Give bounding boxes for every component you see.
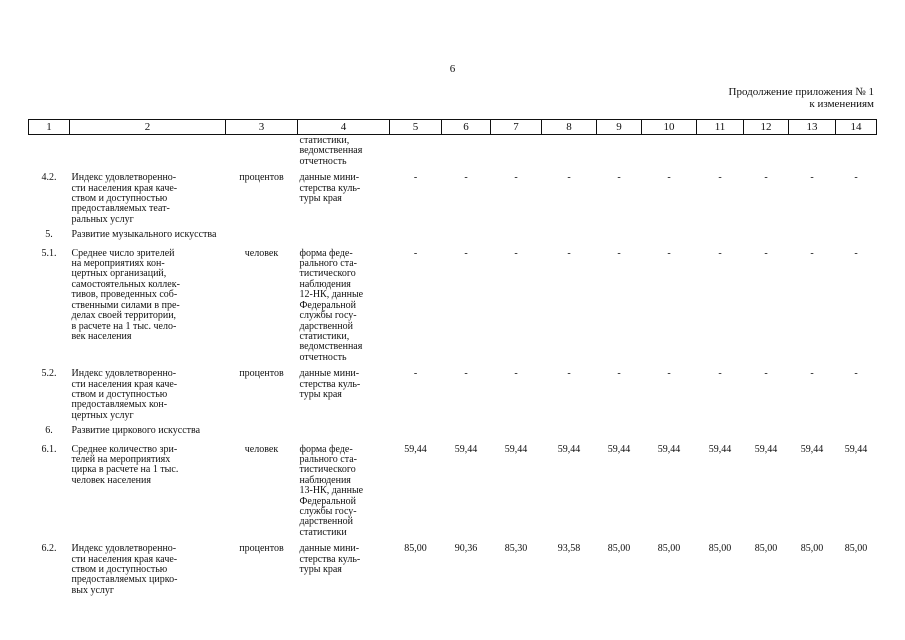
indicator-name-line: ральных услуг [71, 213, 134, 225]
source-line: стерства куль- [299, 182, 361, 194]
header-col-14: 14 [836, 120, 877, 135]
value-col-7: - [514, 172, 518, 184]
value-col-7: - [514, 368, 518, 380]
source-line: 13-НК, данные [299, 485, 364, 497]
value-col-9: - [617, 368, 621, 380]
indicator-row [29, 538, 877, 596]
source-cell [298, 439, 390, 539]
value-col-13: 59,44 [800, 443, 824, 455]
value-col-14: 85,00 [844, 543, 868, 555]
section-row [29, 225, 877, 242]
indicator-name-line: тивов, проведенных соб- [71, 289, 178, 301]
source-line: форма феде- [299, 247, 353, 259]
value-col-9: - [617, 172, 621, 184]
source-line: статистики [299, 526, 347, 538]
indicator-name [70, 363, 226, 421]
value-col-6: - [464, 247, 468, 259]
row-number: 6.2. [41, 543, 57, 555]
value-col-5: 85,00 [404, 543, 427, 555]
value-col-10: - [667, 172, 671, 184]
indicator-name-line: цертных услуг [71, 409, 134, 421]
value-col-13: - [810, 247, 814, 259]
value-col-12: - [764, 247, 768, 259]
value-col-7: 59,44 [504, 443, 528, 455]
source-line: рального ста- [299, 258, 357, 270]
section-row [29, 421, 877, 438]
row-number: 5.1. [41, 247, 57, 259]
value-col-12: - [764, 368, 768, 380]
header-row [29, 120, 877, 135]
indicator-name [70, 538, 226, 596]
source-line: тистического [299, 464, 356, 476]
header-col-6: 6 [442, 120, 491, 135]
indicator-name-line: предоставляемых цирко- [71, 574, 178, 586]
continuation-row [29, 135, 877, 168]
indicator-name-line: на мероприятиях кон- [71, 258, 165, 270]
value-col-14: 59,44 [844, 443, 868, 455]
source-line: дарственной [299, 516, 353, 528]
value-col-12: 85,00 [754, 543, 778, 555]
header-col-3: 3 [226, 120, 298, 135]
source-line: стерства куль- [299, 553, 361, 565]
indicator-name-line: сти населения края каче- [71, 378, 178, 390]
indicator-name-line: ством и доступностью [71, 564, 168, 576]
row-number: 5. [45, 229, 53, 241]
indicator-name-line: Среднее число зрителей [71, 247, 175, 259]
header-col-4: 4 [298, 120, 390, 135]
unit-cell: процентов [239, 172, 284, 184]
source-line: отчетность [299, 351, 347, 363]
value-col-13: - [810, 368, 814, 380]
value-col-13: - [810, 172, 814, 184]
source-line: Федеральной [299, 299, 357, 311]
value-col-5: - [413, 368, 418, 380]
indicator-name-line: цирка в расчете на 1 тыс. [71, 464, 179, 476]
indicator-name-line: Индекс удовлетвореннo- [71, 172, 177, 184]
value-col-14: - [854, 247, 858, 259]
row-number: 6. [45, 425, 53, 437]
indicator-name-line: человек населения [71, 474, 151, 486]
indicator-name-line: самостоятельных коллек- [71, 278, 180, 290]
indicator-name-line: Индекс удовлетвореннo- [71, 368, 177, 380]
indicator-row [29, 167, 877, 225]
section-title: Развитие музыкального искусства [71, 229, 217, 241]
value-col-8: - [567, 172, 571, 184]
source-line: наблюдения [299, 474, 351, 486]
indicator-name [70, 439, 226, 539]
value-col-8: 59,44 [557, 443, 581, 455]
header-col-10: 10 [642, 120, 697, 135]
value-col-6: - [464, 172, 468, 184]
source-line: стерства куль- [299, 378, 361, 390]
value-col-11: - [718, 368, 722, 380]
value-col-11: - [718, 172, 722, 184]
value-col-6: 90,36 [454, 543, 478, 555]
unit-cell: человек [244, 247, 279, 259]
source-cell [298, 243, 390, 363]
indicator-name-line: вых услуг [71, 584, 114, 596]
source-line: статистики, [299, 135, 350, 146]
header-col-1: 1 [29, 120, 70, 135]
source-line: туры края [299, 193, 342, 205]
indicator-name [70, 243, 226, 363]
value-col-9: 85,00 [607, 543, 631, 555]
indicator-name-line: ственными силами в пре- [71, 299, 180, 311]
source-line: дарственной [299, 320, 353, 332]
value-col-10: 85,00 [657, 543, 681, 555]
row-number: 4.2. [41, 172, 57, 184]
indicator-name-line: Индекс удовлетвореннo- [71, 543, 177, 555]
indicator-name [70, 167, 226, 225]
source-cell [298, 363, 390, 421]
value-col-7: - [514, 247, 518, 259]
source-line: службы госу- [299, 506, 357, 517]
value-col-14: - [854, 368, 858, 380]
value-col-8: - [567, 247, 571, 259]
source-line: туры края [299, 388, 342, 400]
value-col-10: - [667, 368, 671, 380]
value-col-8: 93,58 [557, 543, 581, 555]
source-line: тистического [299, 268, 356, 280]
value-col-7: 85,30 [504, 543, 528, 555]
indicator-name-line: Среднее количество зри- [71, 443, 178, 455]
value-col-12: - [764, 172, 768, 184]
indicator-row [29, 243, 877, 363]
value-col-14: - [854, 172, 858, 184]
source-line: Федеральной [299, 495, 357, 507]
continuation-line-1: Продолжение приложения № 1 [728, 86, 874, 98]
source-line: службы госу- [299, 310, 357, 322]
header-col-8: 8 [542, 120, 597, 135]
value-col-5: - [413, 247, 418, 259]
indicator-name-line: сти населения края каче- [71, 182, 178, 194]
value-col-12: 59,44 [754, 443, 778, 455]
value-col-10: 59,44 [657, 443, 681, 455]
continuation-note [729, 86, 874, 110]
source-line: данные мини- [299, 172, 360, 184]
value-col-11: 59,44 [708, 443, 732, 455]
value-col-11: 85,00 [708, 543, 732, 555]
header-col-7: 7 [491, 120, 542, 135]
value-col-10: - [667, 247, 671, 259]
value-col-6: - [464, 368, 468, 380]
source-line: ведомственная [299, 341, 363, 353]
unit-cell: процентов [239, 543, 284, 555]
value-col-6: 59,44 [454, 443, 478, 455]
source-line: отчетность [299, 155, 347, 167]
row-number: 5.2. [41, 368, 57, 380]
table-body [29, 135, 877, 597]
indicator-name-line: век населения [71, 330, 132, 342]
source-line: наблюдения [299, 278, 351, 290]
value-col-8: - [567, 368, 571, 380]
source-line: форма феде- [299, 443, 353, 455]
source-line: статистики, [299, 330, 350, 342]
source-cell [298, 167, 390, 225]
indicator-name-line: телей на мероприятиях [71, 453, 171, 465]
indicator-name-line: ством и доступностью [71, 193, 168, 205]
indicator-row [29, 363, 877, 421]
page-number: 6 [449, 63, 456, 75]
header-col-5: 5 [390, 120, 442, 135]
source-cell [298, 135, 390, 168]
header-col-12: 12 [744, 120, 789, 135]
indicator-name-line: предоставляемых кон- [71, 399, 168, 411]
header-col-2: 2 [70, 120, 226, 135]
source-line: данные мини- [299, 543, 360, 555]
indicators-table [28, 119, 877, 596]
indicator-name-line: в расчете на 1 тыс. чело- [71, 320, 177, 332]
header-col-11: 11 [697, 120, 744, 135]
section-title: Развитие циркового искусства [71, 425, 201, 437]
source-line: 12-НК, данные [299, 289, 364, 301]
header-col-9: 9 [597, 120, 642, 135]
value-col-13: 85,00 [800, 543, 824, 555]
row-number: 6.1. [41, 443, 57, 455]
unit-cell: процентов [239, 368, 284, 380]
source-line: данные мини- [299, 368, 360, 380]
indicator-name-line: сти населения края каче- [71, 553, 178, 565]
source-cell [298, 538, 390, 596]
value-col-5: 59,44 [404, 443, 427, 455]
source-line: ведомственная [299, 145, 363, 157]
continuation-line-2: к изменениям [809, 98, 874, 110]
value-col-5: - [413, 172, 418, 184]
source-line: туры края [299, 564, 342, 576]
indicator-name-line: ством и доступностью [71, 388, 168, 400]
value-col-11: - [718, 247, 722, 259]
indicator-name-line: делах своей территории, [71, 310, 177, 322]
value-col-9: - [617, 247, 621, 259]
indicator-row [29, 439, 877, 539]
header-col-13: 13 [789, 120, 836, 135]
value-col-9: 59,44 [607, 443, 631, 455]
unit-cell: человек [244, 443, 279, 455]
indicator-name-line: цертных организаций, [71, 268, 167, 280]
source-line: рального ста- [299, 453, 357, 465]
indicator-name-line: предоставляемых теат- [71, 203, 170, 215]
